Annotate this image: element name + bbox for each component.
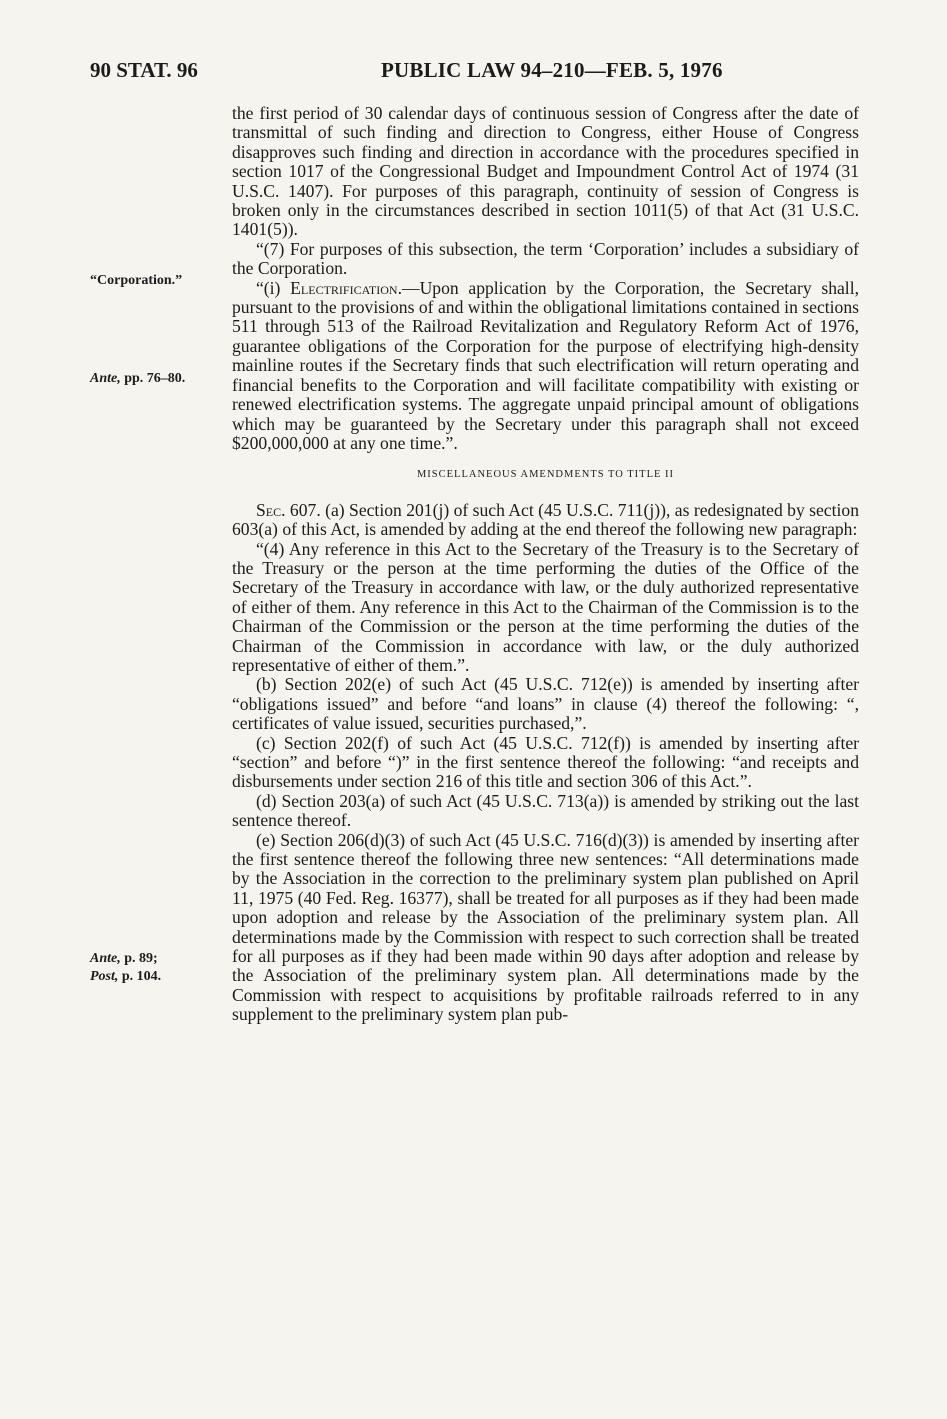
public-law-title: PUBLIC LAW 94–210—FEB. 5, 1976 (381, 58, 723, 82)
margin-note-ante-label: Ante, (90, 371, 121, 386)
margin-note-corporation (90, 272, 182, 289)
paragraph-i-caption: Electrification (290, 277, 398, 298)
margin-note-post-pages: p. 104. (118, 969, 162, 984)
page-header (90, 58, 865, 88)
paragraph-4: “(4) Any reference in this Act to the Secretary of the Treasury is to the Secretary of the Treasury or the person at the time performing the duties of the Office of the Secretary of the Treasury in accordance with law, or the duly authorized representative of either of them. Any reference in this Act to the Chairman of the Commission is to the Chairman of the Commission or the person at the time performing the duties of the Chairman of the Commission in accordance with law, or the duly authorized representative of either of them.”. (232, 538, 859, 675)
paragraph-i-prefix: “(i) (256, 277, 291, 298)
paragraph-i-text: .—Upon application by the Corporation, the Secretary shall, pursuant to the provisions of and within the obligational limitations contained in sections 511 through 513 of the Railroad Revitalization and Regulatory Reform Act of 1976, guarantee obligations of the Corporation for the purpose of electrifying high-density mainline routes if the Secretary finds that such electrification will return operating and financial benefits to the Corporation and will facilitate compatibility with existing or renewed electrification systems. The aggregate unpaid principal amount of obligations which may be guaranteed by the Secretary under this paragraph shall not exceed $200,000,000 at any one time.”. (232, 277, 859, 453)
statute-page-reference: 90 STAT. 96 (90, 58, 198, 82)
paragraph-continuation: the first period of 30 calendar days of continuous session of Congress after the date of transmittal of such finding and direction to Congress, either House of Congress disapproves such finding and direction in accordance with the procedures specified in section 1017 of the Congressional Budget and Impoundment Control Act of 1974 (31 U.S.C. 1407). For purposes of this paragraph, continuity of session of Congress is broken only in the circumstances described in section 1011(5) of that Act (31 U.S.C. 1401(5)). (232, 103, 859, 240)
subsection-b: (b) Section 202(e) of such Act (45 U.S.C. 712(e)) is amended by inserting after “obligations issued” and before “and loans” in clause (4) thereof the following: “, certificates of value issued, securities purchased,”. (232, 674, 859, 734)
margin-note-post-label: Post, (90, 969, 119, 984)
section-607 (232, 501, 859, 540)
margin-note-ante-89 (90, 950, 158, 967)
subsection-e: (e) Section 206(d)(3) of such Act (45 U.S.C. 716(d)(3)) is amended by inserting after the first sentence thereof the following three new sentences: “All determinations made by the Association in the correction to the preliminary system plan published on April 11, 1975 (40 Fed. Reg. 16377), shall be treated for all purposes as if they had been made upon adoption and release by the Association of the preliminary system plan. All determinations made by the Commission with respect to such correction shall be treated for all purposes as if they had been made within 90 days after adoption and release by the Association of the preliminary system plan. All determinations made by the Commission with respect to acquisitions by profitable railroads referred to in any supplement to the preliminary system plan pub- (232, 829, 859, 1025)
paragraph-7: “(7) For purposes of this subsection, the term ‘Corporation’ includes a subsidiary of the Corporation. (232, 238, 859, 279)
statute-body (232, 104, 859, 1025)
margin-note-ante-pages: pp. 76–80. (120, 371, 186, 386)
margin-note-post-104 (90, 968, 161, 985)
margin-note-corporation-text: “Corporation.” (90, 273, 183, 288)
subsection-c: (c) Section 202(f) of such Act (45 U.S.C. 712(f)) is amended by inserting after “section” and before “)” in the first sentence thereof the following: “and receipts and disbursements under section 216 of this title and section 306 of this Act.”. (232, 732, 859, 792)
section-label: Sec (256, 499, 282, 520)
section-heading: MISCELLANEOUS AMENDMENTS TO TITLE II (416, 469, 675, 481)
margin-note-ante-label: Ante, (90, 951, 121, 966)
paragraph-i (232, 279, 859, 454)
subsection-d: (d) Section 203(a) of such Act (45 U.S.C. 713(a)) is amended by striking out the last sentence thereof. (232, 790, 859, 831)
section-607-text: . 607. (a) Section 201(j) of such Act (45 U.S.C. 711(j)), as redesignated by section 603(a) of this Act, is amended by adding at the end thereof the following new paragraph: (232, 499, 859, 540)
margin-note-ante-76-80 (90, 370, 185, 387)
margin-note-ante-pages: p. 89; (120, 951, 158, 966)
